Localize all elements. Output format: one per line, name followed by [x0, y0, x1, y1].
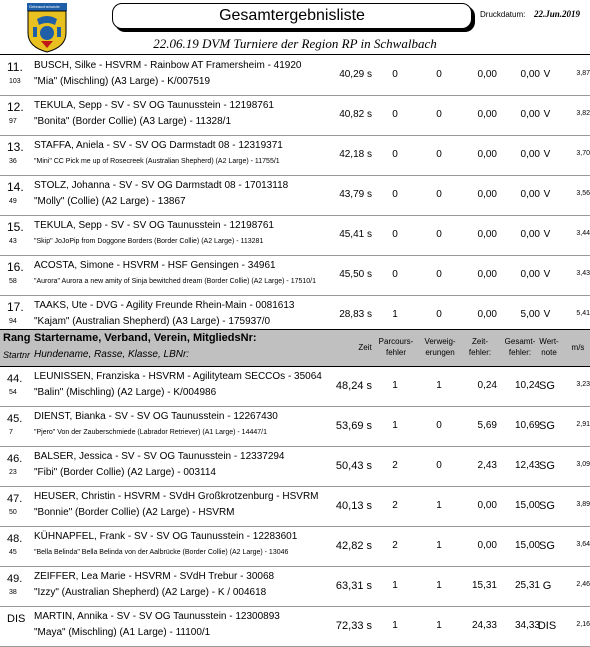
result-rank: 48.: [7, 533, 23, 545]
total-faults: 25,31: [514, 580, 540, 591]
result-row: [0, 407, 590, 447]
speed: 3,89: [576, 501, 590, 508]
course-faults: 1: [392, 380, 398, 391]
time-faults: 5,69: [477, 420, 497, 431]
refusals: 1: [436, 380, 442, 391]
refusals: 1: [436, 500, 442, 511]
dog-info: "Mini" CC Pick me up of Rosecreek (Australian Shepherd) (A2 Large) - 11755/1: [34, 158, 280, 165]
handler-info: ZEIFFER, Lea Marie - HSVRM - SVdH Trebur - 30068: [34, 571, 275, 582]
rating: SG: [539, 500, 555, 512]
total-faults: 15,00: [514, 500, 540, 511]
course-faults: 0: [392, 189, 398, 200]
handler-info: MARTIN, Annika - SV - SV OG Taunusstein - 12300893: [34, 611, 280, 622]
start-number: 23: [9, 469, 17, 476]
rating: DIS: [537, 620, 557, 632]
course-faults: 0: [392, 109, 398, 120]
result-rank: DIS: [7, 613, 26, 625]
rating: SG: [539, 420, 555, 432]
rating: SG: [539, 540, 555, 552]
rating: V: [543, 109, 551, 120]
run-time: 42,82 s: [335, 540, 372, 552]
refusals: 0: [436, 460, 442, 471]
rating: G: [542, 580, 552, 592]
start-number: 38: [9, 589, 17, 596]
run-time: 45,41 s: [339, 229, 372, 240]
header-name: Startername, Verband, Verein, MitgliedsNr:: [34, 332, 257, 344]
total-faults: 0,00: [520, 229, 540, 240]
start-number: 36: [9, 158, 17, 165]
run-time: 63,31 s: [335, 580, 372, 592]
time-faults: 0,00: [477, 309, 497, 320]
refusals: 1: [436, 580, 442, 591]
time-faults: 0,00: [477, 69, 497, 80]
header-zeitfehler: Zeit- fehler:: [468, 337, 492, 357]
print-date: 22.Jun.2019: [534, 9, 581, 19]
speed: 3,87: [576, 70, 590, 77]
run-time: 40,29 s: [339, 69, 372, 80]
table-header-wrap: [0, 329, 590, 367]
start-number: 97: [9, 118, 17, 125]
result-rank: 15.: [7, 220, 24, 234]
header-gesamt: Gesamt- fehler:: [504, 337, 536, 357]
handler-info: STOLZ, Johanna - SV - SV OG Darmstadt 08 - 17013118: [34, 180, 289, 191]
start-number: 94: [9, 318, 17, 325]
result-rank: 16.: [7, 260, 24, 274]
header-verweig: Verweig- erungen: [424, 337, 456, 357]
refusals: 1: [436, 620, 442, 631]
results-section-1: [0, 56, 590, 336]
result-rank: 11.: [7, 60, 23, 74]
speed: 3,70: [576, 150, 590, 157]
start-number: 103: [9, 78, 21, 85]
course-faults: 0: [392, 269, 398, 280]
dog-info: "Izzy" (Australian Shepherd) (A2 Large) - K / 004618: [34, 587, 267, 598]
speed: 3,64: [576, 541, 590, 548]
handler-info: BUSCH, Silke - HSVRM - Rainbow AT Framersheim - 41920: [34, 60, 302, 71]
time-faults: 0,00: [477, 269, 497, 280]
speed: 3,44: [576, 230, 590, 237]
time-faults: 0,00: [477, 189, 497, 200]
start-number: 43: [9, 238, 17, 245]
time-faults: 15,31: [471, 580, 497, 591]
run-time: 53,69 s: [335, 420, 372, 432]
result-row: [0, 216, 590, 256]
refusals: 0: [436, 69, 442, 80]
time-faults: 0,24: [477, 380, 497, 391]
handler-info: KÜHNAPFEL, Frank - SV - SV OG Taunusstein - 12283601: [34, 531, 298, 542]
run-time: 43,79 s: [339, 189, 372, 200]
result-rank: 17.: [7, 300, 24, 314]
handler-info: TEKULA, Sepp - SV - SV OG Taunusstein - 12198761: [34, 220, 274, 231]
dog-info: "Aurora" Aurora a new amity of Sinja bewitched dream (Border Collie) (A2 Large) - 17510/1: [34, 278, 316, 285]
time-faults: 0,00: [477, 500, 497, 511]
dog-info: "Molly" (Collie) (A2 Large) - 13867: [34, 196, 186, 207]
result-row: [0, 487, 590, 527]
course-faults: 2: [392, 460, 398, 471]
speed: 3,43: [576, 270, 590, 277]
result-rank: 12.: [7, 100, 24, 114]
speed: 3,56: [576, 190, 590, 197]
rating: SG: [539, 460, 555, 472]
result-row: [0, 567, 590, 607]
table-header: [0, 329, 590, 367]
total-faults: 0,00: [520, 109, 540, 120]
total-faults: 0,00: [520, 269, 540, 280]
logo-text: Gebrauchshunde: [29, 4, 60, 9]
course-faults: 0: [392, 149, 398, 160]
total-faults: 34,33: [514, 620, 540, 631]
refusals: 0: [436, 109, 442, 120]
divider: [0, 54, 590, 55]
results-section-2: [0, 367, 590, 647]
speed: 2,16: [576, 621, 590, 628]
run-time: 50,43 s: [335, 460, 372, 472]
run-time: 72,33 s: [335, 620, 372, 632]
handler-info: STAFFA, Aniela - SV - SV OG Darmstadt 08 - 12319371: [34, 140, 283, 151]
rating: SG: [539, 380, 555, 392]
header-parcours: Parcours- fehler: [378, 337, 414, 357]
handler-info: ACOSTA, Simone - HSVRM - HSF Gensingen - 34961: [34, 260, 276, 271]
total-faults: 0,00: [520, 149, 540, 160]
course-faults: 1: [392, 580, 398, 591]
run-time: 40,82 s: [339, 109, 372, 120]
result-rank: 45.: [7, 413, 23, 425]
course-faults: 2: [392, 540, 398, 551]
speed: 2,91: [576, 421, 590, 428]
speed: 2,46: [576, 581, 590, 588]
speed: 3,82: [576, 110, 590, 117]
start-number: 58: [9, 278, 17, 285]
dog-info: "Bonnie" (Border Collie) (A2 Large) - HSVRM: [34, 507, 235, 518]
result-row: [0, 56, 590, 96]
run-time: 48,24 s: [335, 380, 372, 392]
handler-info: TEKULA, Sepp - SV - SV OG Taunusstein - 12198761: [34, 100, 274, 111]
header-zeit: Zeit: [358, 343, 372, 352]
run-time: 40,13 s: [335, 500, 372, 512]
header-rang: Rang: [3, 332, 31, 344]
dog-info: "Maya" (Mischling) (A1 Large) - 11100/1: [34, 627, 211, 638]
run-time: 28,83 s: [339, 309, 372, 320]
rating: V: [543, 149, 551, 160]
header-startnr: Startnr: [3, 350, 31, 360]
start-number: 45: [9, 549, 17, 556]
rating: V: [543, 269, 551, 280]
total-faults: 0,00: [520, 189, 540, 200]
dog-info: "Kajam" (Australian Shepherd) (A3 Large) - 175937/0: [34, 316, 271, 327]
course-faults: 0: [392, 229, 398, 240]
refusals: 0: [436, 269, 442, 280]
handler-info: TAAKS, Ute - DVG - Agility Freunde Rhein-Main - 0081613: [34, 300, 295, 311]
rating: V: [543, 189, 551, 200]
result-rank: 49.: [7, 573, 23, 585]
start-number: 49: [9, 198, 17, 205]
dog-info: "Skip" JoJoPip from Doggone Borders (Border Collie) (A2 Large) - 113281: [34, 238, 264, 245]
result-row: [0, 96, 590, 136]
result-row: [0, 176, 590, 216]
course-faults: 1: [392, 620, 398, 631]
header-wert: Wert- note: [539, 337, 559, 357]
dog-info: "Balin" (Mischling) (A2 Large) - K/004986: [34, 387, 217, 398]
rating: V: [543, 69, 551, 80]
start-number: 54: [9, 389, 17, 396]
dog-info: "Pjero" Von der Zauberschmiede (Labrador Retriever) (A1 Large) - 14447/1: [34, 429, 267, 436]
course-faults: 0: [392, 69, 398, 80]
document-title: [112, 3, 472, 29]
result-row: [0, 367, 590, 407]
speed: 3,09: [576, 461, 590, 468]
total-faults: 12,43: [514, 460, 540, 471]
result-row: [0, 607, 590, 647]
header-hund: Hundename, Rasse, Klasse, LBNr:: [34, 349, 190, 360]
course-faults: 1: [392, 309, 398, 320]
result-rank: 14.: [7, 180, 24, 194]
handler-info: HEUSER, Christin - HSVRM - SVdH Großkrotzenburg - HSVRM: [34, 491, 319, 502]
time-faults: 0,00: [477, 229, 497, 240]
result-row: [0, 527, 590, 567]
total-faults: 0,00: [520, 69, 540, 80]
result-rank: 13.: [7, 140, 24, 154]
dog-info: "Mia" (Mischling) (A3 Large) - K/007519: [34, 76, 211, 87]
time-faults: 24,33: [471, 620, 497, 631]
start-number: 7: [9, 429, 13, 436]
print-date-label: Druckdatum:: [480, 10, 526, 19]
document-title-text: Gesamtergebnisliste: [219, 7, 365, 24]
total-faults: 10,24: [514, 380, 540, 391]
run-time: 42,18 s: [339, 149, 372, 160]
rating: V: [543, 309, 551, 320]
refusals: 0: [436, 229, 442, 240]
speed: 5,41: [576, 310, 590, 317]
result-rank: 44.: [7, 373, 23, 385]
result-row: [0, 447, 590, 487]
rating: V: [543, 229, 551, 240]
refusals: 1: [436, 540, 442, 551]
dog-info: "Fibi" (Border Collie) (A2 Large) - 003114: [34, 467, 216, 478]
result-row: [0, 256, 590, 296]
start-number: 50: [9, 509, 17, 516]
refusals: 0: [436, 189, 442, 200]
run-time: 45,50 s: [339, 269, 372, 280]
time-faults: 0,00: [477, 109, 497, 120]
time-faults: 2,43: [477, 460, 497, 471]
result-rank: 46.: [7, 453, 23, 465]
event-subtitle: 22.06.19 DVM Turniere der Region RP in Schwalbach: [153, 36, 437, 51]
total-faults: 10,69: [514, 420, 540, 431]
total-faults: 15,00: [514, 540, 540, 551]
total-faults: 5,00: [520, 309, 540, 320]
handler-info: LEUNISSEN, Franziska - HSVRM - Agilityteam SECCOs - 35064: [34, 371, 322, 382]
speed: 3,23: [576, 381, 590, 388]
course-faults: 2: [392, 500, 398, 511]
header-ms: m/s: [571, 343, 585, 352]
dog-info: "Bella Belinda" Bella Belinda von der Aalbrücke (Border Collie) (A2 Large) - 13046: [34, 549, 289, 556]
time-faults: 0,00: [477, 540, 497, 551]
course-faults: 1: [392, 420, 398, 431]
handler-info: BALSER, Jessica - SV - SV OG Taunusstein - 12337294: [34, 451, 285, 462]
time-faults: 0,00: [477, 149, 497, 160]
result-rank: 47.: [7, 493, 23, 505]
refusals: 0: [436, 420, 442, 431]
dog-info: "Bonita" (Border Collie) (A3 Large) - 11328/1: [34, 116, 232, 127]
refusals: 0: [436, 149, 442, 160]
handler-info: DIENST, Bianka - SV - SV OG Taunusstein - 12267430: [34, 411, 278, 422]
refusals: 0: [436, 309, 442, 320]
result-row: [0, 136, 590, 176]
